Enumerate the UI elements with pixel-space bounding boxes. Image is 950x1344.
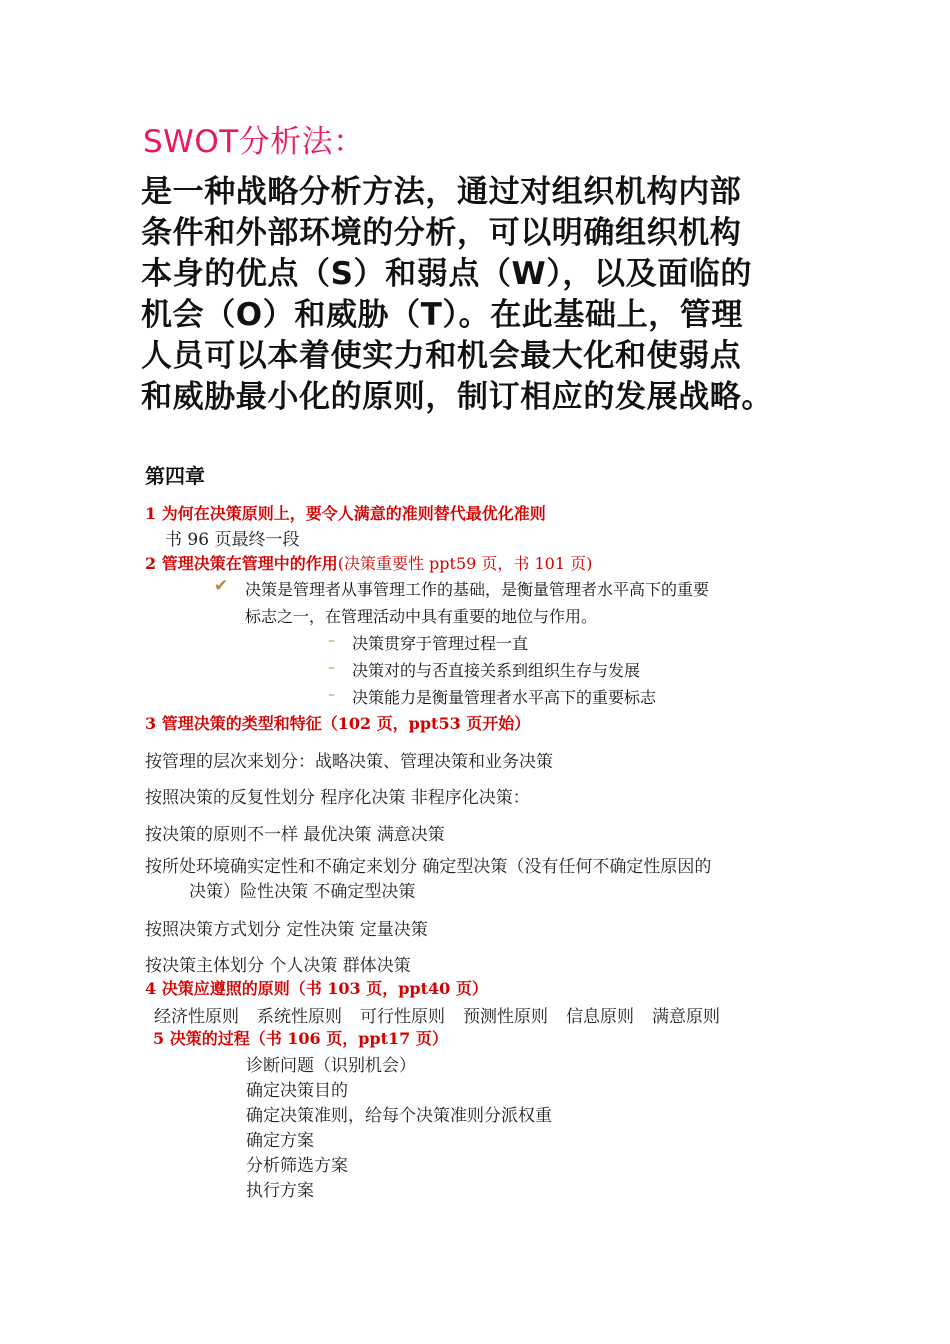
sub-item: 决策对的与否直接关系到组织生存与发展 [352, 661, 641, 680]
classification-line: 按所处环境确实定性和不确定来划分 确定型决策（没有任何不确定性原因的 [145, 857, 712, 877]
definition-line: 本身的优点（S）和弱点（W），以及面临的 [141, 256, 753, 292]
definition-line: 机会（O）和威胁（T）。在此基础上，管理 [141, 297, 743, 333]
definition-line: 人员可以本着使实力和机会最大化和使弱点 [141, 338, 742, 374]
bullet-text-line: 标志之一，在管理活动中具有重要的地位与作用。 [245, 607, 598, 626]
principles-list [154, 1002, 720, 1027]
classification-line: 按照决策方式划分 定性决策 定量决策 [145, 920, 428, 940]
question-4-heading: 4 决策应遵照的原则（书 103 页，ppt40 页） [145, 979, 488, 998]
question-2-heading-reference: (决策重要性 ppt59 页，书 101 页) [337, 554, 593, 573]
principle-item: 系统性原则 [257, 1007, 342, 1027]
question-3-heading: 3 管理决策的类型和特征（102 页，ppt53 页开始） [145, 714, 531, 733]
classification-line: 按决策主体划分 个人决策 群体决策 [145, 956, 411, 976]
dash-icon: – [328, 633, 335, 649]
principle-item: 信息原则 [566, 1007, 634, 1027]
classification-line: 按管理的层次来划分：战略决策、管理决策和业务决策 [145, 752, 553, 772]
principle-item: 经济性原则 [154, 1007, 239, 1027]
question-5-heading: 5 决策的过程（书 106 页，ppt17 页） [153, 1029, 448, 1048]
sub-item: 决策能力是衡量管理者水平高下的重要标志 [352, 688, 657, 707]
principle-item: 可行性原则 [360, 1007, 445, 1027]
classification-line: 按照决策的反复性划分 程序化决策 非程序化决策： [145, 788, 530, 808]
principle-item: 预测性原则 [463, 1007, 548, 1027]
process-step: 确定方案 [246, 1131, 314, 1151]
definition-line: 和威胁最小化的原则，制订相应的发展战略。 [141, 379, 773, 415]
check-icon: ✔ [214, 576, 229, 596]
dash-icon: – [328, 660, 335, 676]
question-2-heading-text: 2 管理决策在管理中的作用 [145, 554, 338, 573]
process-step: 确定决策准则，给每个决策准则分派权重 [246, 1106, 552, 1126]
process-step: 分析筛选方案 [246, 1156, 348, 1176]
classification-line-continued: 决策）险性决策 不确定型决策 [189, 882, 416, 902]
definition-line: 条件和外部环境的分析，可以明确组织机构 [141, 215, 742, 251]
sub-item: 决策贯穿于管理过程一直 [352, 634, 529, 653]
principle-item: 满意原则 [652, 1007, 720, 1027]
process-step: 诊断问题（识别机会） [246, 1056, 416, 1076]
question-2-heading [145, 551, 592, 574]
question-1-heading: 1 为何在决策原则上，要令人满意的准则替代最优化准则 [145, 504, 546, 523]
chapter-title: 第四章 [145, 464, 205, 488]
process-step: 执行方案 [246, 1181, 314, 1201]
question-1-answer: 书 96 页最终一段 [165, 530, 300, 550]
process-step: 确定决策目的 [246, 1081, 348, 1101]
definition-line: 是一种战略分析方法，通过对组织机构内部 [141, 174, 742, 210]
bullet-text-line: 决策是管理者从事管理工作的基础，是衡量管理者水平高下的重要 [245, 580, 710, 599]
dash-icon: – [328, 687, 335, 703]
classification-line: 按决策的原则不一样 最优决策 满意决策 [145, 825, 445, 845]
swot-title: SWOT分析法： [143, 124, 365, 160]
